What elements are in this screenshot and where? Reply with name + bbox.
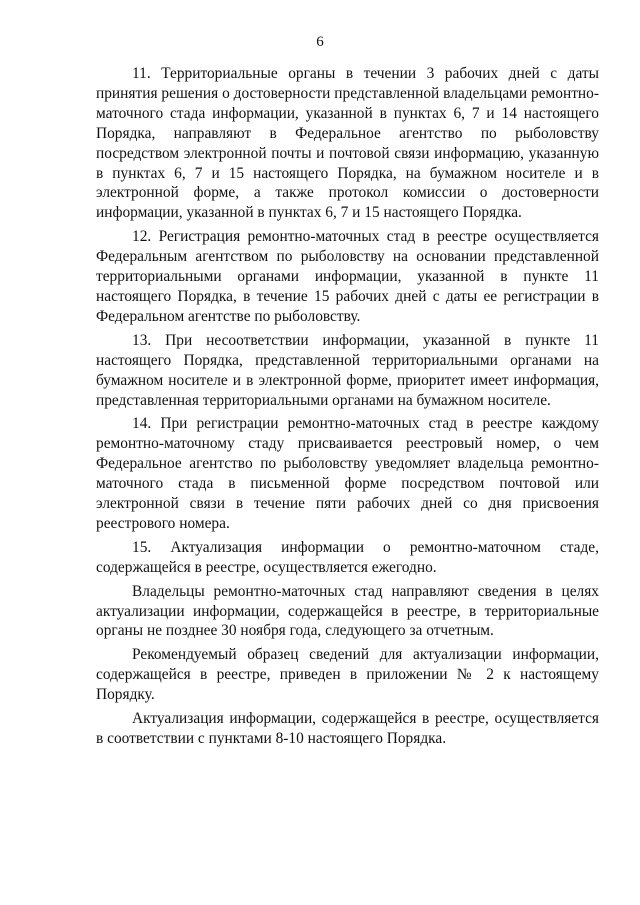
page-number: 6: [316, 34, 324, 50]
paragraph-15: 15. Актуализация информации о ремонтно-маточном стаде, содержащейся в реестре, осуществляется ежегодно.: [96, 538, 599, 576]
paragraph-11: 11. Территориальные органы в течении 3 рабочих дней с даты принятия решения о достоверности представленной владельцами ремонтно-маточного стада информации, указанной в пунктах 6, 7 и 14 настоящего Порядка, направляют в Федеральное агентство по рыболовству посредством электронной почты и почтовой связи информацию, указанную в пунктах 6, 7 и 15 настоящего Порядка, на бумажном носителе и в электронной форме, а также протокол комиссии о достоверности информации, указанной в пунктах 6, 7 и 15 настоящего Порядка.: [96, 65, 599, 222]
paragraph-13: 13. При несоответствии информации, указанной в пункте 11 настоящего Порядка, представленной территориальными органами на бумажном носителе и в электронной форме, приоритет имеет информация, представленная территориальными органами на бумажном носителе.: [96, 331, 599, 409]
paragraph-14: 14. При регистрации ремонтно-маточных стад в реестре каждому ремонтно-маточному стаду присваивается реестровый номер, о чем Федеральное агентство по рыболовству уведомляет владельца ремонтно-маточного стада в письменной форме посредством почтовой или электронной связи в течение пяти рабочих дней со дня присвоения реестрового номера.: [96, 415, 599, 532]
document-body: [96, 64, 599, 749]
paragraph-12: 12. Регистрация ремонтно-маточных стад в реестре осуществляется Федеральным агентством по рыболовству на основании представленной территориальными органами информации, указанной в пункте 11 настоящего Порядка, в течение 15 рабочих дней с даты ее регистрации в Федеральном агентстве по рыболовству.: [96, 228, 599, 325]
paragraph-update-procedure: Актуализация информации, содержащейся в реестре, осуществляется в соответствии с пунктами 8-10 настоящего Порядка.: [96, 710, 599, 747]
paragraph-owners-submission: Владельцы ремонтно-маточных стад направляют сведения в целях актуализации информации, содержащейся в реестре, в территориальные органы не позднее 30 ноября года, следующего за отчетным.: [96, 582, 599, 640]
paragraph-sample-form: Рекомендуемый образец сведений для актуализации информации, содержащейся в реестре, приведен в приложении № 2 к настоящему Порядку.: [96, 646, 599, 704]
